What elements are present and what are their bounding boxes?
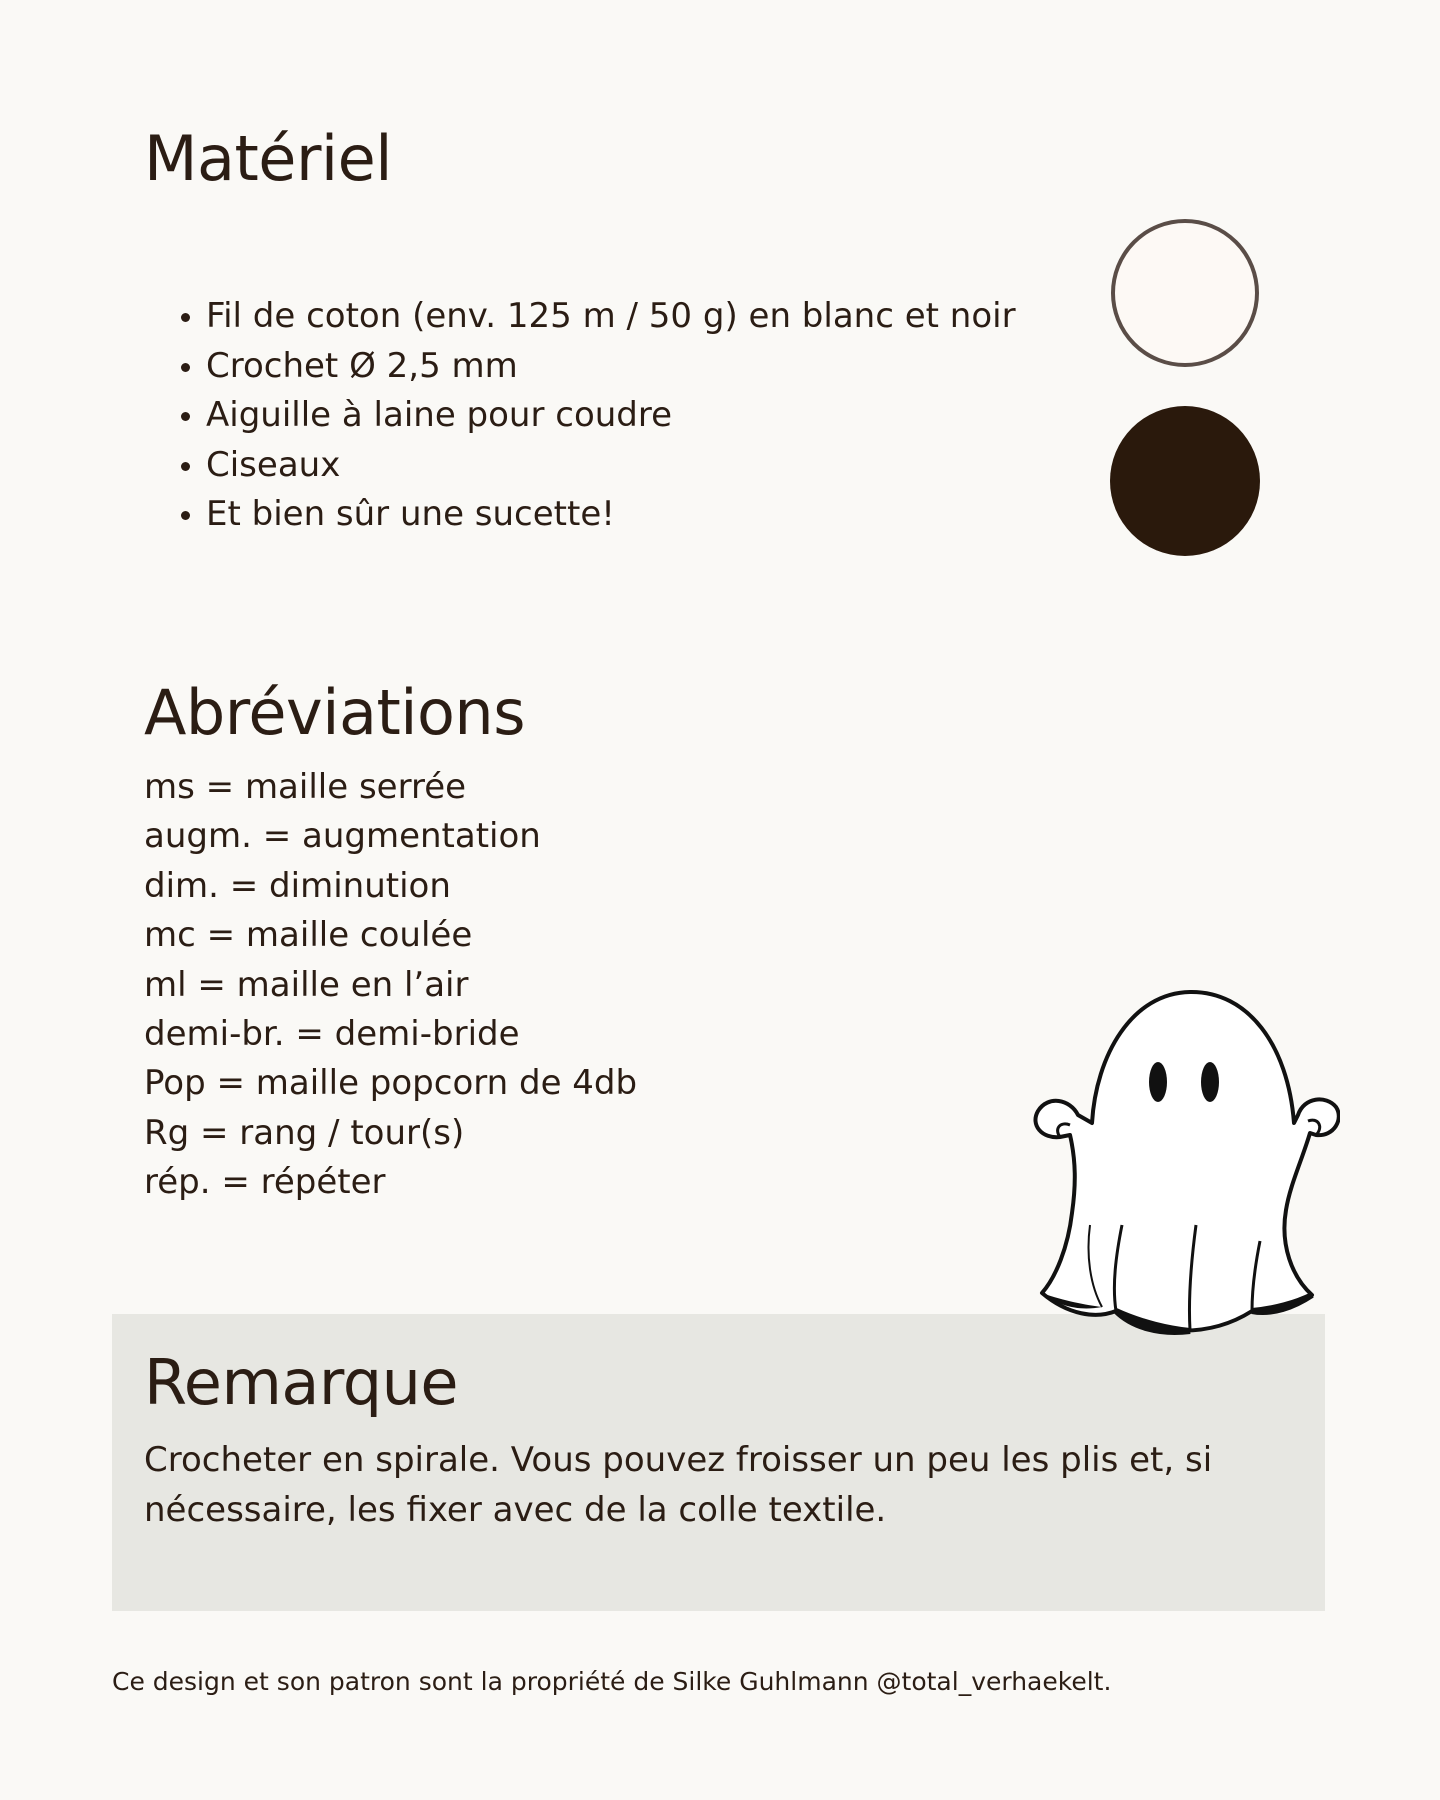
white-yarn-swatch [1111,219,1259,367]
materials-item: • Ciseaux [206,441,1016,491]
materials-list [168,292,1016,540]
abbreviation-item: Rg = rang / tour(s) [144,1112,465,1153]
materials-item: • Fil de coton (env. 125 m / 50 g) en blanc et noir [206,292,1016,342]
materials-item: • Crochet Ø 2,5 mm [206,342,1016,392]
abbreviation-item: demi-br. = demi-bride [144,1014,520,1055]
black-yarn-swatch [1110,406,1260,556]
note-title: Remarque [144,1346,459,1419]
abbreviation-item: Pop = maille popcorn de 4db [144,1063,638,1104]
abbreviation-item: rép. = répéter [144,1162,386,1203]
abbreviation-item: ml = maille en l’air [144,964,469,1005]
copyright-footer: Ce design et son patron sont la propriété de Silke Guhlmann @total_verhaekelt. [112,1667,1112,1696]
materials-item: • Aiguille à laine pour coudre [206,391,1016,441]
note-text: Crocheter en spirale. Vous pouvez froisser un peu les plis et, si nécessaire, les fixer avec de la colle textile. [144,1440,1213,1530]
abbreviation-item: augm. = augmentation [144,816,541,857]
abbreviation-item: ms = maille serrée [144,767,467,807]
abbreviation-item: mc = maille coulée [144,915,473,956]
abbreviations-title: Abréviations [144,676,526,749]
materials-title: Matériel [144,122,393,195]
abbreviation-item: dim. = diminution [144,865,451,906]
abbreviations-list [144,763,637,1208]
materials-item: • Et bien sûr une sucette! [206,490,1016,540]
ghost-icon [1020,985,1340,1340]
